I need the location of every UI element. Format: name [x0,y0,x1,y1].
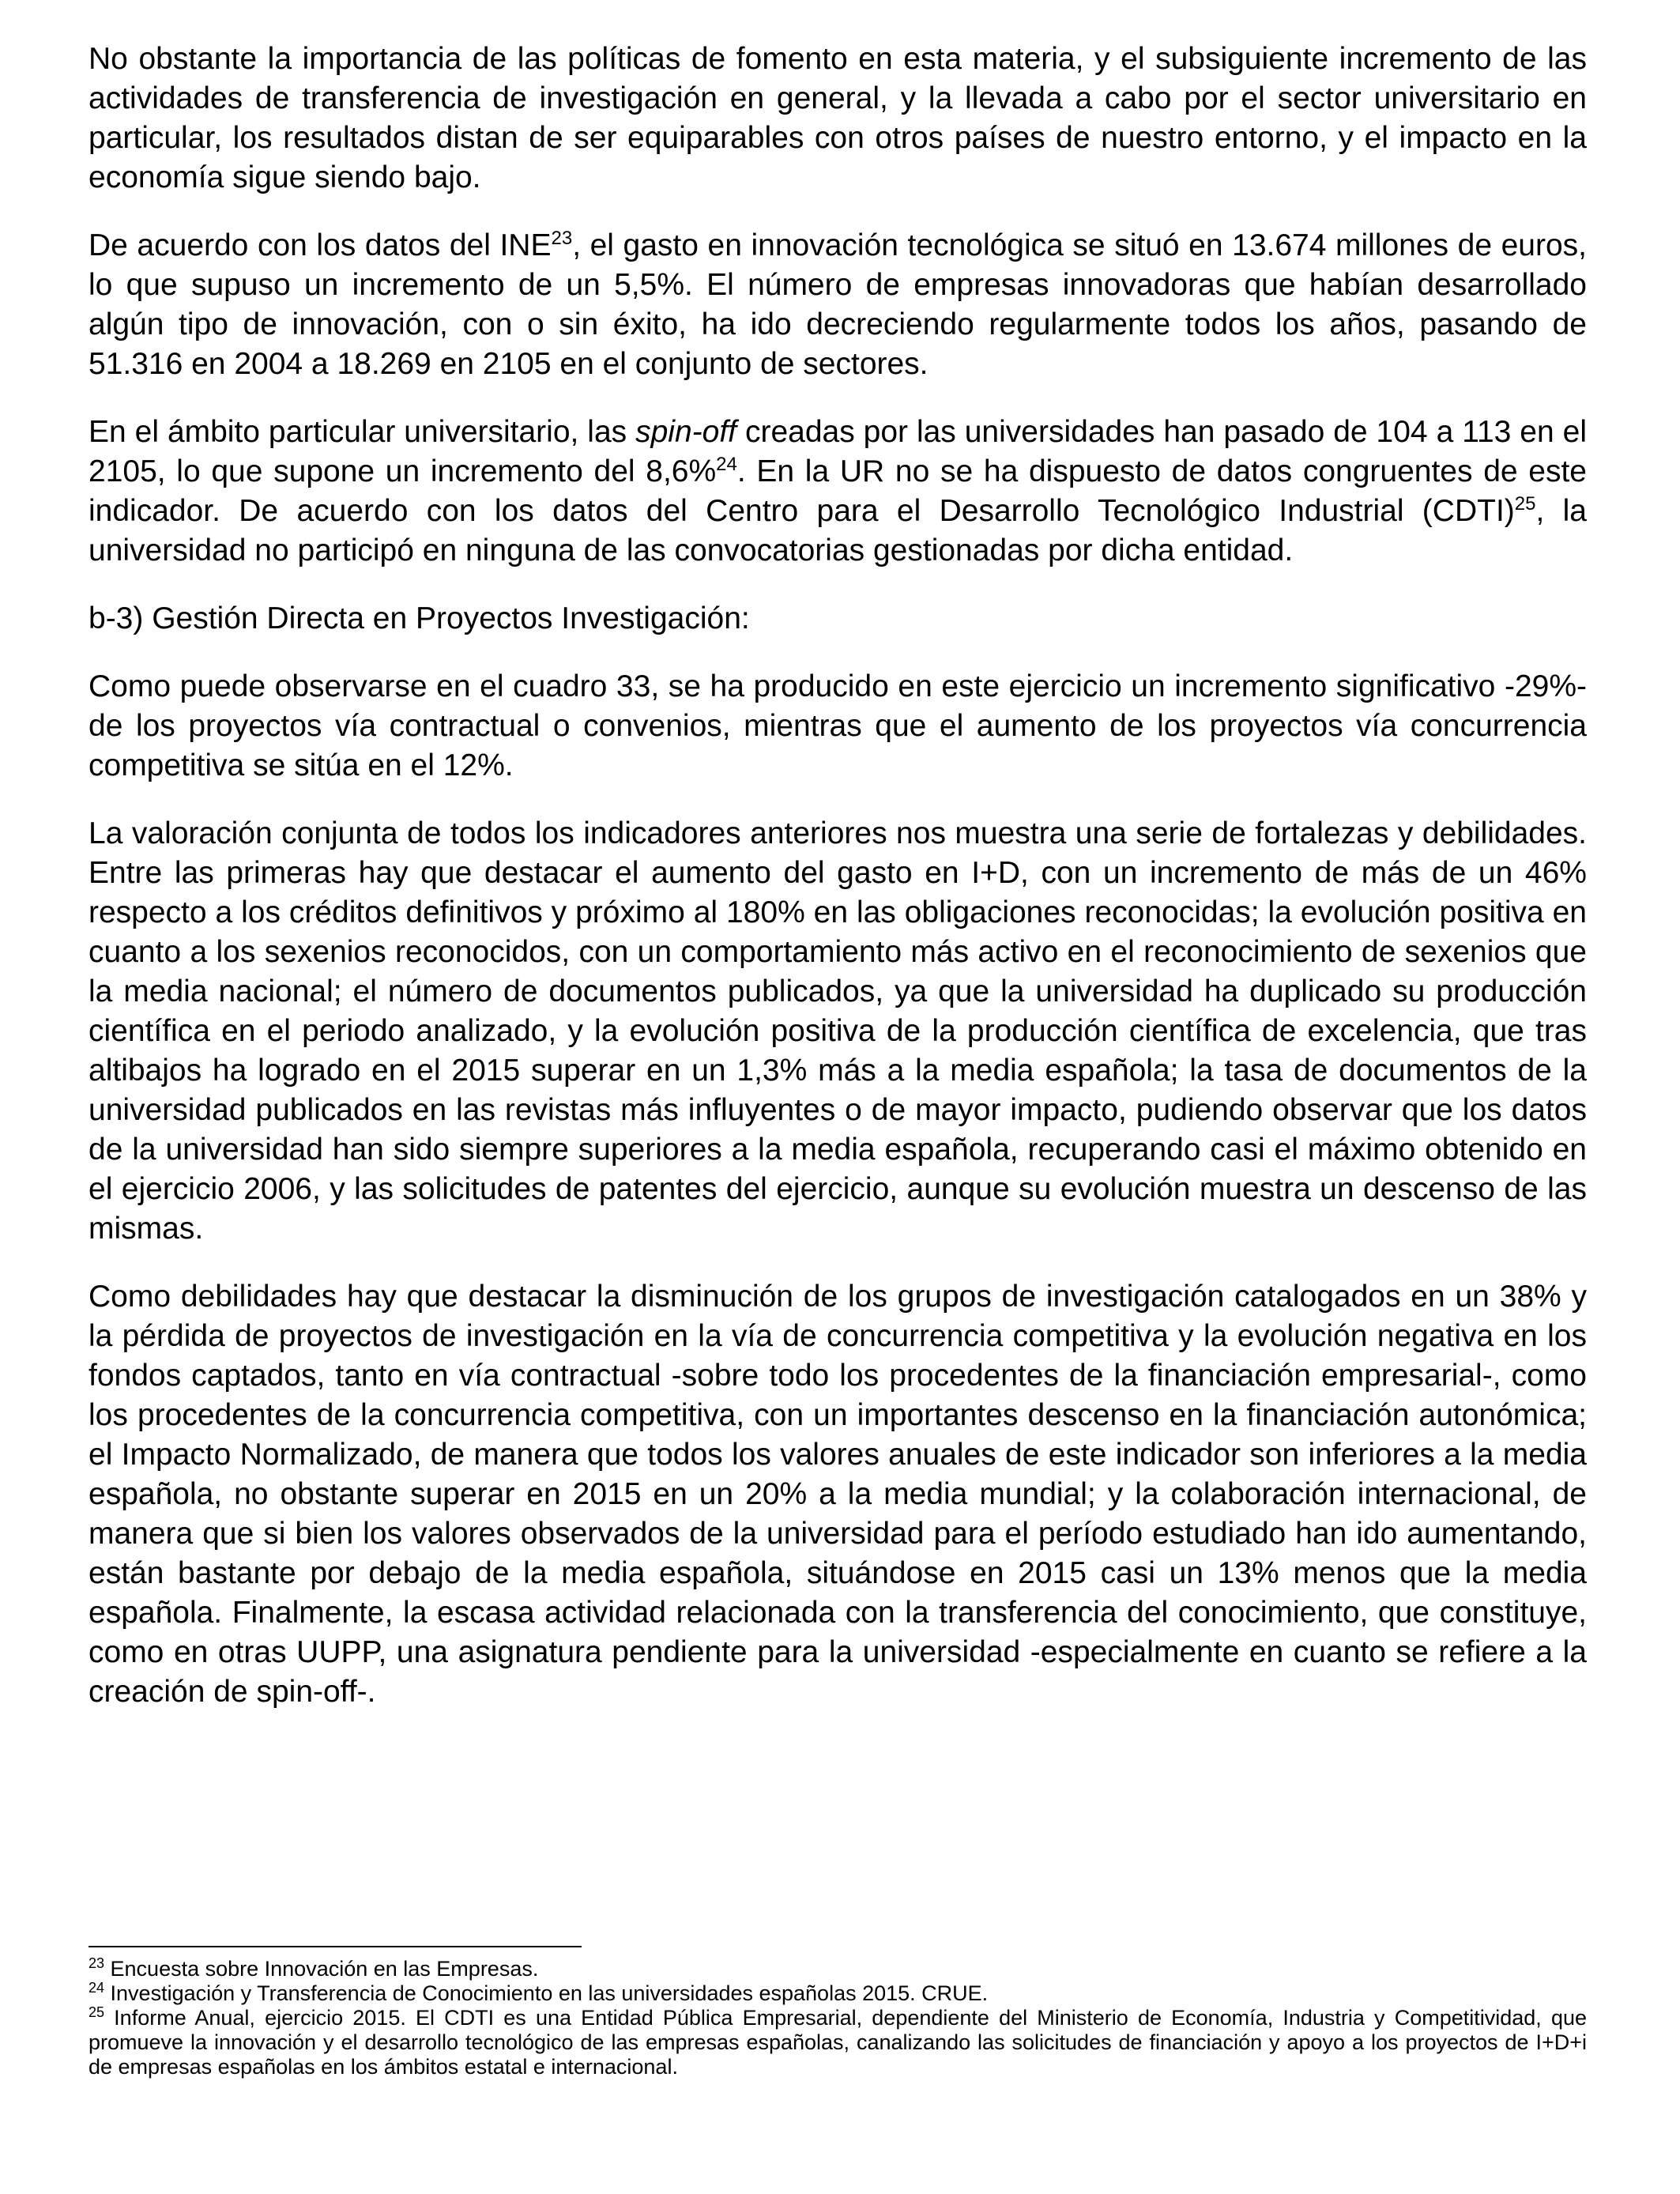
footnote-text: Informe Anual, ejercicio 2015. El CDTI es una Entidad Pública Empresarial, dependiente del Ministerio de Economía, Industria y Competitividad, que promueve la innovación y el desarrollo tecnológico de las empresas españolas, canalizando las solicitudes de financiación y apoyo a los proyectos de I+D+i de empresas españolas en los ámbitos estatal e internacional. [89,2006,1587,2079]
paragraph-3-text-b: creadas por las universidades han pasado de 104 a 113 en el 2105, lo que supone un incremento del 8,6% [89,415,1587,488]
paragraph-4: Como puede observarse en el cuadro 33, se ha producido en este ejercicio un incremento significativo -29%- de los proyectos vía contractual o convenios, mientras que el aumento de los proyectos vía concurrencia competitiva se sitúa en el 12%. [89,669,1587,782]
footnote-25 [89,2006,1587,2079]
footnote-text: Investigación y Transferencia de Conocimiento en las universidades españolas 2015. CRUE. [104,1981,989,2005]
paragraph-3 [89,413,1587,571]
footnotes-section [89,1957,1587,2079]
paragraph-2-text-b: , el gasto en innovación tecnológica se situó en 13.674 millones de euros, lo que supuso un incremento de un 5,5%. El número de empresas innovadoras que habían desarrollado algún tipo de innovación, con o sin éxito, ha ido decreciendo regularmente todos los años, pasando de 51.316 en 2004 a 18.269 en 2105 en el conjunto de sectores. [89,228,1587,381]
paragraph-2-text-a: De acuerdo con los datos del INE [89,228,552,262]
paragraph-2 [89,226,1587,384]
footnote-ref-23[interactable]: 23 [551,228,573,249]
footnote-ref-25[interactable]: 25 [1514,493,1536,515]
paragraph-3-text-a: En el ámbito particular universitario, las [89,415,636,449]
footnote-24 [89,1981,1587,2006]
paragraph-3-text-c: . En la UR no se ha dispuesto de datos congruentes de este indicador. De acuerdo con los datos del Centro para el Desarrollo Tecnológico Industrial (CDTI) [89,454,1587,528]
document-body [89,40,1587,1740]
footnote-number: 24 [89,1980,105,1996]
paragraph-3-text-d: , la universidad no participó en ninguna de las convocatorias gestionadas por dicha entidad. [89,494,1587,567]
paragraph-6: Como debilidades hay que destacar la disminución de los grupos de investigación catalogados en un 38% y la pérdida de proyectos de investigación en la vía de concurrencia competitiva y la evolución negativa en los fondos captados, tanto en vía contractual -sobre todo los procedentes de la financiación empresarial-, como los procedentes de la concurrencia competitiva, con un importantes descenso en la financiación autonómica; el Impacto Normalizado, de manera que todos los valores anuales de este indicador son inferiores a la media española, no obstante superar en 2015 en un 20% a la media mundial; y la colaboración internacional, de manera que si bien los valores observados de la universidad para el período estudiado han ido aumentando, están bastante por debajo de la media española, situándose en 2015 casi un 13% menos que la media española. Finalmente, la escasa actividad relacionada con la transferencia del conocimiento, que constituye, como en otras UUPP, una asignatura pendiente para la universidad -especialmente en cuanto se refiere a la creación de spin-off-. [89,1280,1587,1709]
footnote-23 [89,1957,1587,1981]
footnote-number: 25 [89,2004,105,2020]
paragraph-1: No obstante la importancia de las políticas de fomento en esta materia, y el subsiguiente incremento de las actividades de transferencia de investigación en general, y la llevada a cabo por el sector universitario en particular, los resultados distan de ser equiparables con otros países de nuestro entorno, y el impacto en la economía sigue siendo bajo. [89,42,1587,194]
paragraph-5: La valoración conjunta de todos los indicadores anteriores nos muestra una serie de fortalezas y debilidades. Entre las primeras hay que destacar el aumento del gasto en I+D, con un incremento de más de un 46% respecto a los créditos definitivos y próximo al 180% en las obligaciones reconocidas; la evolución positiva en cuanto a los sexenios reconocidos, con un comportamiento más activo en el reconocimiento de sexenios que la media nacional; el número de documentos publicados, ya que la universidad ha duplicado su producción científica en el periodo analizado, y la evolución positiva de la producción científica de excelencia, que tras altibajos ha logrado en el 2015 superar en un 1,3% más a la media española; la tasa de documentos de la universidad publicados en las revistas más influyentes o de mayor impacto, pudiendo observar que los datos de la universidad han sido siempre superiores a la media española, recuperando casi el máximo obtenido en el ejercicio 2006, y las solicitudes de patentes del ejercicio, aunque su evolución muestra un descenso de las mismas. [89,816,1587,1246]
footnote-text: Encuesta sobre Innovación en las Empresas. [104,1957,539,1981]
section-heading-b3: b-3) Gestión Directa en Proyectos Investigación: [89,601,750,635]
paragraph-3-italic-term: spin-off [635,415,737,449]
footnote-ref-24[interactable]: 24 [716,454,737,475]
footnote-number: 23 [89,1955,105,1971]
footnote-separator [89,1946,582,1947]
